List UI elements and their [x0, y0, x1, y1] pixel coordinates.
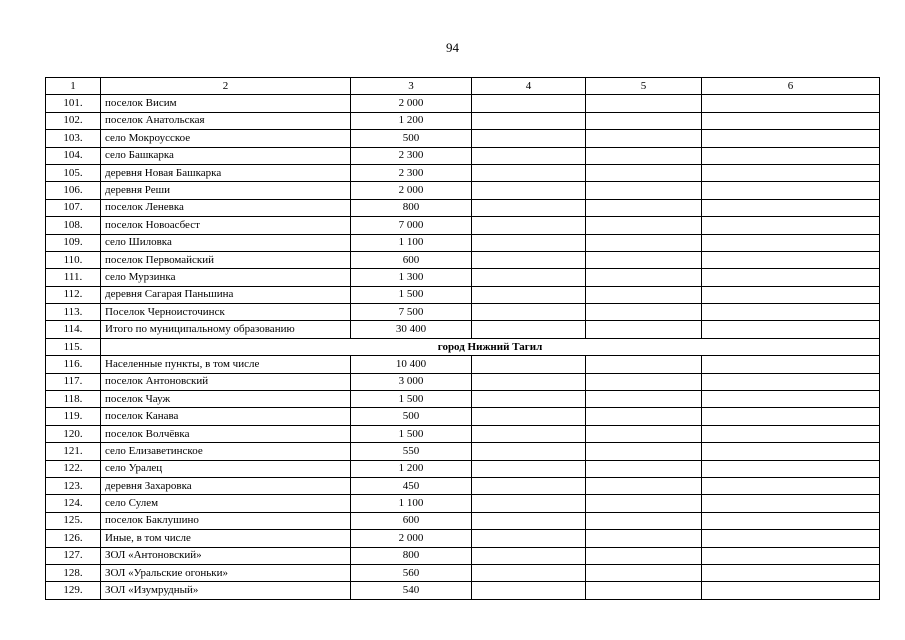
empty-cell-col-6 [702, 286, 880, 303]
value-cell: 7 000 [351, 217, 472, 234]
value-cell: 800 [351, 547, 472, 564]
empty-cell-col-6 [702, 234, 880, 251]
empty-cell-col-5 [586, 408, 702, 425]
empty-cell-col-5 [586, 286, 702, 303]
empty-cell-col-4 [472, 147, 586, 164]
row-number: 129. [46, 582, 101, 599]
value-cell: 7 500 [351, 304, 472, 321]
settlement-name: ЗОЛ «Изумрудный» [101, 582, 351, 599]
table-row [46, 164, 880, 181]
row-number: 114. [46, 321, 101, 338]
settlement-name: село Уралец [101, 460, 351, 477]
table-row [46, 460, 880, 477]
empty-cell-col-4 [472, 582, 586, 599]
empty-cell-col-6 [702, 164, 880, 181]
empty-cell-col-5 [586, 547, 702, 564]
table-body [46, 95, 880, 599]
value-cell: 540 [351, 582, 472, 599]
value-cell: 1 200 [351, 460, 472, 477]
value-cell: 560 [351, 564, 472, 581]
row-number: 128. [46, 564, 101, 581]
empty-cell-col-5 [586, 217, 702, 234]
empty-cell-col-6 [702, 512, 880, 529]
settlement-name: поселок Антоновский [101, 373, 351, 390]
empty-cell-col-5 [586, 269, 702, 286]
value-cell: 500 [351, 130, 472, 147]
empty-cell-col-5 [586, 477, 702, 494]
row-number: 116. [46, 356, 101, 373]
row-number: 102. [46, 112, 101, 129]
table-row [46, 304, 880, 321]
value-cell: 2 300 [351, 164, 472, 181]
empty-cell-col-4 [472, 373, 586, 390]
table-row [46, 512, 880, 529]
row-number: 110. [46, 251, 101, 268]
table-row [46, 269, 880, 286]
empty-cell-col-4 [472, 495, 586, 512]
empty-cell-col-4 [472, 199, 586, 216]
empty-cell-col-4 [472, 182, 586, 199]
empty-cell-col-5 [586, 234, 702, 251]
settlement-name: Поселок Черноисточинск [101, 304, 351, 321]
row-number: 105. [46, 164, 101, 181]
empty-cell-col-5 [586, 321, 702, 338]
settlement-name: село Мурзинка [101, 269, 351, 286]
row-number: 106. [46, 182, 101, 199]
row-number: 120. [46, 425, 101, 442]
value-cell: 1 300 [351, 269, 472, 286]
empty-cell-col-6 [702, 582, 880, 599]
empty-cell-col-4 [472, 112, 586, 129]
empty-cell-col-4 [472, 164, 586, 181]
empty-cell-col-5 [586, 425, 702, 442]
settlement-name: поселок Анатольская [101, 112, 351, 129]
settlement-name: ЗОЛ «Антоновский» [101, 547, 351, 564]
row-number: 117. [46, 373, 101, 390]
empty-cell-col-6 [702, 425, 880, 442]
empty-cell-col-4 [472, 408, 586, 425]
empty-cell-col-5 [586, 356, 702, 373]
row-number: 113. [46, 304, 101, 321]
empty-cell-col-6 [702, 373, 880, 390]
settlement-name: поселок Леневка [101, 199, 351, 216]
settlement-name: деревня Реши [101, 182, 351, 199]
table-row [46, 425, 880, 442]
settlement-name: поселок Баклушино [101, 512, 351, 529]
column-header-1: 1 [46, 78, 101, 95]
value-cell: 1 100 [351, 495, 472, 512]
column-header-6: 6 [702, 78, 880, 95]
page-number: 94 [446, 40, 459, 55]
row-number: 121. [46, 443, 101, 460]
empty-cell-col-6 [702, 547, 880, 564]
settlement-name: ЗОЛ «Уральские огоньки» [101, 564, 351, 581]
empty-cell-col-6 [702, 251, 880, 268]
empty-cell-col-4 [472, 251, 586, 268]
empty-cell-col-6 [702, 321, 880, 338]
empty-cell-col-6 [702, 460, 880, 477]
table-row [46, 530, 880, 547]
value-cell: 1 500 [351, 286, 472, 303]
empty-cell-col-6 [702, 530, 880, 547]
empty-cell-col-4 [472, 234, 586, 251]
row-number: 115. [46, 338, 101, 355]
table-row [46, 477, 880, 494]
settlements-table [45, 77, 880, 600]
empty-cell-col-4 [472, 269, 586, 286]
table-row [46, 564, 880, 581]
empty-cell-col-5 [586, 251, 702, 268]
empty-cell-col-4 [472, 217, 586, 234]
empty-cell-col-5 [586, 130, 702, 147]
row-number: 108. [46, 217, 101, 234]
table-row [46, 199, 880, 216]
empty-cell-col-4 [472, 564, 586, 581]
value-cell: 1 200 [351, 112, 472, 129]
value-cell: 800 [351, 199, 472, 216]
empty-cell-col-5 [586, 460, 702, 477]
value-cell: 30 400 [351, 321, 472, 338]
settlement-name: село Елизаветинское [101, 443, 351, 460]
empty-cell-col-6 [702, 304, 880, 321]
row-number: 119. [46, 408, 101, 425]
empty-cell-col-6 [702, 199, 880, 216]
row-number: 124. [46, 495, 101, 512]
empty-cell-col-4 [472, 547, 586, 564]
row-number: 112. [46, 286, 101, 303]
table-row [46, 321, 880, 338]
table-row [46, 130, 880, 147]
empty-cell-col-4 [472, 443, 586, 460]
empty-cell-col-4 [472, 391, 586, 408]
row-number: 103. [46, 130, 101, 147]
empty-cell-col-5 [586, 199, 702, 216]
value-cell: 10 400 [351, 356, 472, 373]
empty-cell-col-5 [586, 147, 702, 164]
empty-cell-col-5 [586, 512, 702, 529]
settlement-name: село Башкарка [101, 147, 351, 164]
value-cell: 500 [351, 408, 472, 425]
column-header-4: 4 [472, 78, 586, 95]
empty-cell-col-4 [472, 321, 586, 338]
row-number: 104. [46, 147, 101, 164]
settlement-name: Итого по муниципальному образованию [101, 321, 351, 338]
empty-cell-col-5 [586, 164, 702, 181]
row-number: 126. [46, 530, 101, 547]
empty-cell-col-5 [586, 391, 702, 408]
row-number: 107. [46, 199, 101, 216]
table-row [46, 251, 880, 268]
table-row [46, 408, 880, 425]
table-row [46, 112, 880, 129]
settlement-name: деревня Сагарая Паньшина [101, 286, 351, 303]
empty-cell-col-4 [472, 460, 586, 477]
value-cell: 1 500 [351, 425, 472, 442]
settlement-name: поселок Канава [101, 408, 351, 425]
value-cell: 2 000 [351, 530, 472, 547]
table-row [46, 547, 880, 564]
empty-cell-col-5 [586, 182, 702, 199]
empty-cell-col-6 [702, 269, 880, 286]
empty-cell-col-4 [472, 95, 586, 112]
row-number: 118. [46, 391, 101, 408]
settlement-name: село Мокроусское [101, 130, 351, 147]
table-row [46, 443, 880, 460]
empty-cell-col-4 [472, 304, 586, 321]
empty-cell-col-6 [702, 391, 880, 408]
value-cell: 2 000 [351, 95, 472, 112]
column-header-5: 5 [586, 78, 702, 95]
empty-cell-col-5 [586, 443, 702, 460]
empty-cell-col-4 [472, 286, 586, 303]
row-number: 111. [46, 269, 101, 286]
table-row [46, 147, 880, 164]
value-cell: 3 000 [351, 373, 472, 390]
empty-cell-col-6 [702, 112, 880, 129]
empty-cell-col-4 [472, 512, 586, 529]
empty-cell-col-6 [702, 443, 880, 460]
settlement-name: поселок Волчёвка [101, 425, 351, 442]
table-row [46, 373, 880, 390]
table-row [46, 338, 880, 355]
empty-cell-col-6 [702, 356, 880, 373]
empty-cell-col-5 [586, 304, 702, 321]
empty-cell-col-5 [586, 582, 702, 599]
value-cell: 2 300 [351, 147, 472, 164]
value-cell: 1 500 [351, 391, 472, 408]
settlement-name: поселок Первомайский [101, 251, 351, 268]
value-cell: 450 [351, 477, 472, 494]
settlement-name: поселок Чауж [101, 391, 351, 408]
empty-cell-col-6 [702, 477, 880, 494]
empty-cell-col-5 [586, 495, 702, 512]
empty-cell-col-6 [702, 130, 880, 147]
empty-cell-col-4 [472, 356, 586, 373]
value-cell: 1 100 [351, 234, 472, 251]
empty-cell-col-6 [702, 182, 880, 199]
empty-cell-col-6 [702, 408, 880, 425]
settlement-name: село Сулем [101, 495, 351, 512]
empty-cell-col-5 [586, 95, 702, 112]
row-number: 123. [46, 477, 101, 494]
empty-cell-col-6 [702, 217, 880, 234]
value-cell: 600 [351, 512, 472, 529]
table-row [46, 286, 880, 303]
empty-cell-col-4 [472, 425, 586, 442]
empty-cell-col-5 [586, 373, 702, 390]
empty-cell-col-6 [702, 147, 880, 164]
table-header-row [46, 78, 880, 95]
column-header-3: 3 [351, 78, 472, 95]
empty-cell-col-6 [702, 95, 880, 112]
table-row [46, 356, 880, 373]
table-row [46, 217, 880, 234]
settlement-name: деревня Захаровка [101, 477, 351, 494]
value-cell: 550 [351, 443, 472, 460]
row-number: 101. [46, 95, 101, 112]
row-number: 109. [46, 234, 101, 251]
table-row [46, 234, 880, 251]
settlement-name: село Шиловка [101, 234, 351, 251]
empty-cell-col-4 [472, 530, 586, 547]
value-cell: 600 [351, 251, 472, 268]
settlement-name: Населенные пункты, в том числе [101, 356, 351, 373]
table-row [46, 182, 880, 199]
empty-cell-col-6 [702, 564, 880, 581]
row-number: 127. [46, 547, 101, 564]
section-heading: город Нижний Тагил [101, 338, 880, 355]
value-cell: 2 000 [351, 182, 472, 199]
empty-cell-col-5 [586, 530, 702, 547]
table-row [46, 495, 880, 512]
table-row [46, 582, 880, 599]
empty-cell-col-5 [586, 112, 702, 129]
empty-cell-col-5 [586, 564, 702, 581]
row-number: 125. [46, 512, 101, 529]
row-number: 122. [46, 460, 101, 477]
table-row [46, 391, 880, 408]
empty-cell-col-6 [702, 495, 880, 512]
empty-cell-col-4 [472, 477, 586, 494]
settlement-name: Иные, в том числе [101, 530, 351, 547]
settlement-name: поселок Новоасбест [101, 217, 351, 234]
column-header-2: 2 [101, 78, 351, 95]
settlement-name: поселок Висим [101, 95, 351, 112]
settlement-name: деревня Новая Башкарка [101, 164, 351, 181]
empty-cell-col-4 [472, 130, 586, 147]
table-row [46, 95, 880, 112]
